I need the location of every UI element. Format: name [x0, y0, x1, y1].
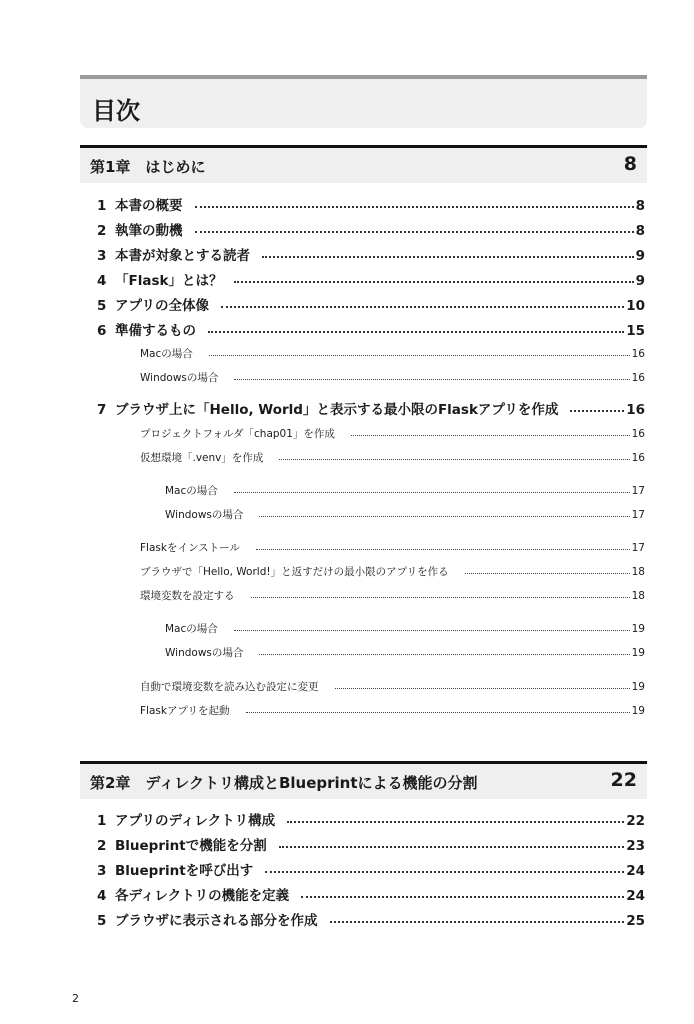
- dot-leader: [251, 597, 630, 598]
- chapter-2-header[interactable]: [80, 761, 647, 799]
- toc-entry[interactable]: [97, 859, 645, 879]
- toc-title-box: [80, 75, 647, 128]
- toc-entry[interactable]: [97, 319, 645, 339]
- toc-entry[interactable]: [140, 703, 645, 719]
- entry-page: 15: [626, 323, 645, 339]
- entry-title: ブラウザ上に「Hello, World」と表示する最小限のFlaskアプリを作成: [115, 402, 559, 418]
- entry-number: 1: [97, 813, 107, 829]
- entry-number: 3: [97, 863, 107, 879]
- dot-leader: [351, 435, 630, 436]
- dot-leader: [195, 231, 634, 233]
- chapter-page: 22: [610, 769, 637, 791]
- entry-page: 17: [631, 542, 645, 554]
- page-number: 2: [72, 992, 79, 1005]
- entry-page: 9: [635, 273, 645, 289]
- toc-entry[interactable]: [97, 194, 645, 214]
- dot-leader: [279, 846, 625, 848]
- dot-leader: [195, 206, 634, 208]
- dot-leader: [246, 712, 630, 713]
- chapter-title: 第2章 ディレクトリ構成とBlueprintによる機能の分割: [90, 774, 478, 792]
- entry-number: 2: [97, 838, 107, 854]
- entry-title: 準備するもの: [115, 323, 196, 339]
- chapter-title: 第1章 はじめに: [90, 158, 206, 176]
- entry-title: Flaskアプリを起動: [140, 705, 230, 717]
- dot-leader: [234, 281, 633, 283]
- toc-entry[interactable]: [165, 645, 645, 661]
- entry-number: 7: [97, 402, 107, 418]
- entry-number: 6: [97, 323, 107, 339]
- dot-leader: [279, 459, 629, 460]
- toc-entry[interactable]: [97, 834, 645, 854]
- entry-page: 22: [626, 813, 645, 829]
- toc-entry[interactable]: [97, 884, 645, 904]
- dot-leader: [208, 331, 624, 333]
- dot-leader: [465, 573, 630, 574]
- entry-title: 本書の概要: [115, 198, 183, 214]
- toc-entry[interactable]: [165, 483, 645, 499]
- toc-entry[interactable]: [140, 450, 645, 466]
- toc-entry[interactable]: [140, 588, 645, 604]
- entry-page: 23: [626, 838, 645, 854]
- entry-page: 16: [631, 372, 645, 384]
- toc-entry[interactable]: [97, 244, 645, 264]
- entry-page: 24: [626, 888, 645, 904]
- dot-leader: [256, 549, 630, 550]
- dot-leader: [287, 821, 624, 823]
- entry-page: 25: [626, 913, 645, 929]
- entry-number: 1: [97, 198, 107, 214]
- entry-number: 2: [97, 223, 107, 239]
- entry-title: 各ディレクトリの機能を定義: [115, 888, 290, 904]
- entry-title: アプリのディレクトリ構成: [115, 813, 276, 829]
- entry-number: 3: [97, 248, 107, 264]
- entry-title: Flaskをインストール: [140, 542, 240, 554]
- toc-entry[interactable]: [97, 809, 645, 829]
- entry-page: 19: [631, 623, 645, 635]
- toc-entry[interactable]: [165, 621, 645, 637]
- entry-page: 18: [631, 566, 645, 578]
- entry-title: 環境変数を設定する: [140, 590, 235, 602]
- dot-leader: [234, 379, 629, 380]
- dot-leader: [570, 410, 624, 412]
- dot-leader: [265, 871, 624, 873]
- entry-title: Windowsの場合: [165, 647, 244, 659]
- dot-leader: [234, 492, 630, 493]
- entry-title: 仮想環境「.venv」を作成: [140, 452, 264, 464]
- entry-page: 17: [631, 485, 645, 497]
- entry-page: 16: [631, 428, 645, 440]
- entry-title: 自動で環境変数を読み込む設定に変更: [140, 681, 319, 693]
- chapter-page: 8: [623, 153, 637, 175]
- toc-entry[interactable]: [140, 346, 645, 362]
- page-title: 目次: [92, 97, 140, 125]
- entry-title: Blueprintで機能を分割: [115, 838, 267, 854]
- entry-title: 「Flask」とは？: [115, 273, 223, 289]
- entry-page: 19: [631, 705, 645, 717]
- toc-entry[interactable]: [97, 219, 645, 239]
- dot-leader: [262, 256, 634, 258]
- entry-page: 9: [635, 248, 645, 264]
- entry-number: 4: [97, 273, 107, 289]
- dot-leader: [209, 355, 630, 356]
- entry-page: 16: [626, 402, 645, 418]
- entry-page: 17: [631, 509, 645, 521]
- toc-entry[interactable]: [97, 398, 645, 418]
- entry-page: 24: [626, 863, 645, 879]
- entry-title: Windowsの場合: [165, 509, 244, 521]
- entry-page: 16: [631, 452, 645, 464]
- entry-number: 5: [97, 913, 107, 929]
- entry-title: 執筆の動機: [115, 223, 183, 239]
- toc-entry[interactable]: [165, 507, 645, 523]
- chapter-1-header[interactable]: [80, 145, 647, 183]
- dot-leader: [330, 921, 625, 923]
- entry-page: 8: [635, 198, 645, 214]
- toc-entry[interactable]: [140, 540, 645, 556]
- entry-title: Macの場合: [165, 485, 218, 497]
- entry-title: プロジェクトフォルダ「chap01」を作成: [140, 428, 335, 440]
- entry-title: Macの場合: [140, 348, 193, 360]
- entry-title: 本書が対象とする読者: [115, 248, 250, 264]
- dot-leader: [301, 896, 624, 898]
- entry-page: 16: [631, 348, 645, 360]
- entry-page: 19: [631, 647, 645, 659]
- toc-entry[interactable]: [140, 370, 645, 386]
- toc-entry[interactable]: [97, 909, 645, 929]
- entry-page: 19: [631, 681, 645, 693]
- entry-title: アプリの全体像: [115, 298, 209, 314]
- entry-number: 4: [97, 888, 107, 904]
- toc-entry[interactable]: [140, 679, 645, 695]
- dot-leader: [335, 688, 630, 689]
- entry-title: Windowsの場合: [140, 372, 219, 384]
- entry-title: Blueprintを呼び出す: [115, 863, 254, 879]
- toc-entry[interactable]: [97, 294, 645, 314]
- dot-leader: [259, 516, 629, 517]
- entry-title: Macの場合: [165, 623, 218, 635]
- toc-entry[interactable]: [97, 269, 645, 289]
- entry-number: 5: [97, 298, 107, 314]
- entry-title: ブラウザに表示される部分を作成: [115, 913, 318, 929]
- entry-page: 8: [635, 223, 645, 239]
- toc-entry[interactable]: [140, 564, 645, 580]
- entry-page: 10: [626, 298, 645, 314]
- toc-entry[interactable]: [140, 426, 645, 442]
- dot-leader: [259, 654, 629, 655]
- entry-page: 18: [631, 590, 645, 602]
- dot-leader: [221, 306, 624, 308]
- entry-title: ブラウザで「Hello, World!」と返すだけの最小限のアプリを作る: [140, 566, 449, 578]
- dot-leader: [234, 630, 630, 631]
